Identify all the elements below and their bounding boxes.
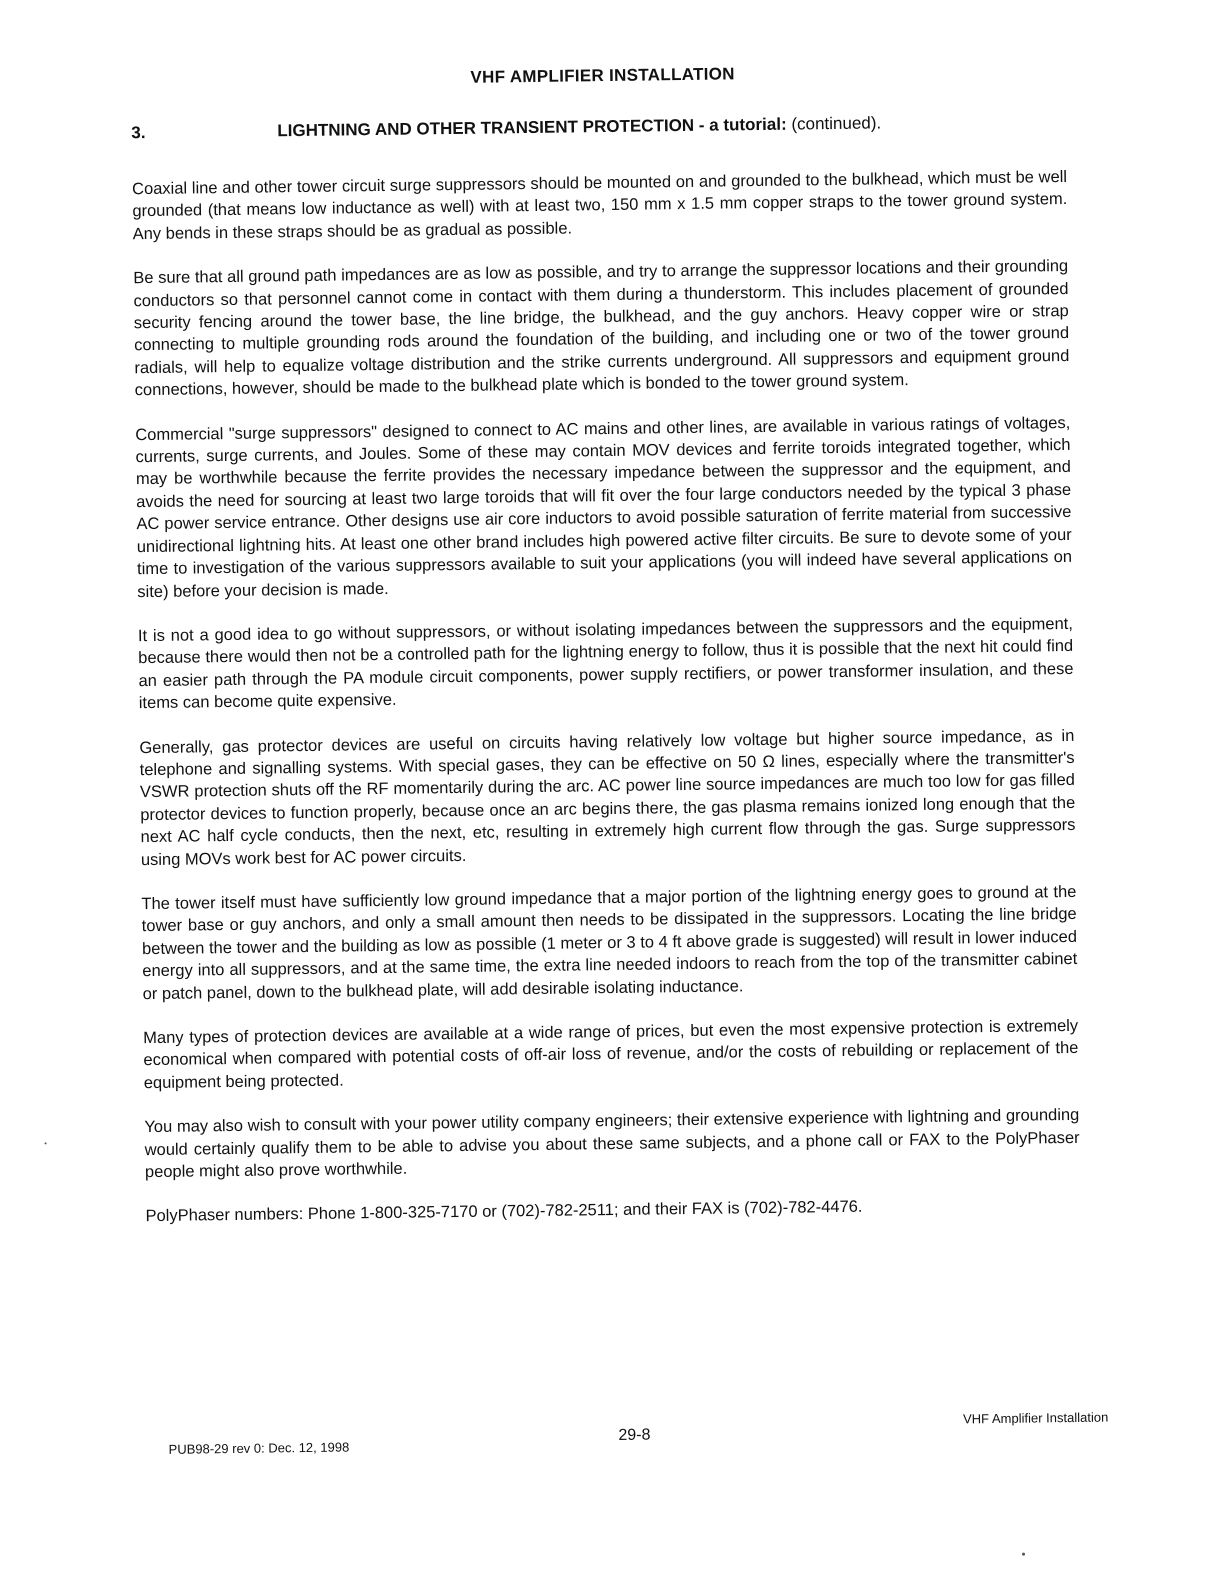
paragraph-consult-engineers: You may also wish to consult with your power utility company engineers; their extensive experience with lightning and grounding would certainly qualify them to be able to advise you about these same subjects, and a phone call or FAX to the PolyPhaser people might also prove worthwhile. (144, 1106, 1080, 1182)
section-title-suffix: (continued). (786, 113, 882, 134)
document-title: VHF AMPLIFIER INSTALLATION (470, 64, 735, 87)
paragraph-isolating-impedances: It is not a good idea to go without suppressors, or without isolating impedances between the suppressors and the equipment, because there would then not be a controlled path for the lightning energy to follow, thus it is possible that the next hit could find an easier path through the PA module circuit components, power supply rectifiers, or power transformer insulation, and these items can become quite expensive. (137, 614, 1074, 713)
page-footer (158, 1409, 1109, 1457)
polyphaser-phone-line: PolyPhaser numbers: Phone 1-800-325-7170 or (702)-782-2511; and their FAX is (702)-782-4476. (145, 1198, 863, 1226)
footer-document-title: VHF Amplifier Installation (962, 1409, 1109, 1427)
paragraph-gas-protector-devices: Generally, gas protector devices are useful on circuits having relatively low voltage but higher source impedance, as in telephone and signalling systems. With special gases, they can be effective on 50 Ω lines, especially where the transmitter's VSWR protection shuts off the RF momentarily during the arc. AC power line source impedances are much too low for gas filled protector devices to function properly, because once an arc begins there, the gas plasma remains ionized long enough that the next AC half cycle conducts, then the next, etc, resulting in extremely high current flow through the gas. Surge suppressors using MOVs work best for AC power circuits. (139, 726, 1076, 869)
paragraph-ground-path-impedances: Be sure that all ground path impedances are as low as possible, and try to arrange the suppressor locations and their grounding conductors so that personnel cannot come in contact with them during a thunderstorm. This includes placement of grounded security fencing around the tower base, the line bridge, the bulkhead, and the guy anchors. Heavy copper wire or strap connecting to multiple grounding rods around the foundation of the building, and including one or two of the tower ground radials, will help to equalize voltage distribution and the strike currents underground. All suppressors and equipment ground connections, however, should be made to the bulkhead plate which is bonded to the tower ground system. (133, 257, 1070, 400)
paragraph-surge-suppressor-mounting: Coaxial line and other tower circuit surge suppressors should be mounted on and grounded to the bulkhead, which must be well grounded (that means low inductance as well) with at least two, 150 mm x 1.5 mm copper straps to the tower ground system. Any bends in these straps should be as gradual as possible. (131, 167, 1068, 244)
body-text (132, 166, 1081, 1250)
paragraph-tower-ground-impedance: The tower itself must have sufficiently low ground impedance that a major portion of the lightning energy goes to ground at the tower base or guy anchors, and only a small amount then needs to be dissipated in the suppressors. Locating the line bridge between the tower and the building as low as possible (1 meter or 3 to 4 ft above grade is suggested) will result in lower induced energy into all suppressors, and at the same time, the extra line needed indoors to reach from the top of the transmitter cabinet or patch panel, down to the bulkhead plate, will add desirable isolating inductance. (141, 882, 1078, 1003)
section-title-bold: LIGHTNING AND OTHER TRANSIENT PROTECTION - a tutorial: (277, 114, 787, 141)
section-header (131, 111, 1071, 143)
section-title (277, 113, 881, 141)
section-number: 3. (131, 123, 146, 143)
paragraph-protection-cost: Many types of protection devices are available at a wide range of prices, but even the most expensive protection is extremely economical when compared with potential costs of off-air loss of revenue, and/or the costs of rebuilding or replacement of the equipment being protected. (143, 1016, 1079, 1092)
footer-document-id: PUB98-29 rev 0: Dec. 12, 1998 (168, 1439, 350, 1457)
footer-page-number: 29-8 (618, 1426, 651, 1444)
scan-speck (45, 1142, 47, 1144)
paragraph-commercial-surge-suppressors: Commercial "surge suppressors" designed to connect to AC mains and other lines, are available in various ratings of voltages, currents, surge currents, and Joules. Some of these may contain MOV devices and ferrite toroids integrated together, which may be worthwhile because the ferrite provides the necessary impedance between the suppressor and the equipment, and avoids the need for sourcing at least two large toroids that will fit over the four large conductors needed by the typical 3 phase AC power service entrance. Other designs use air core inductors to avoid possible saturation of ferrite material from successive unidirectional lightning hits. At least one other brand includes high powered active filter circuits. Be sure to devote some of your time to investigation of the various suppressors available to suit your applications (you will indeed have several applications on site) before your decision is made. (135, 413, 1073, 601)
scan-speck (1022, 1553, 1025, 1556)
